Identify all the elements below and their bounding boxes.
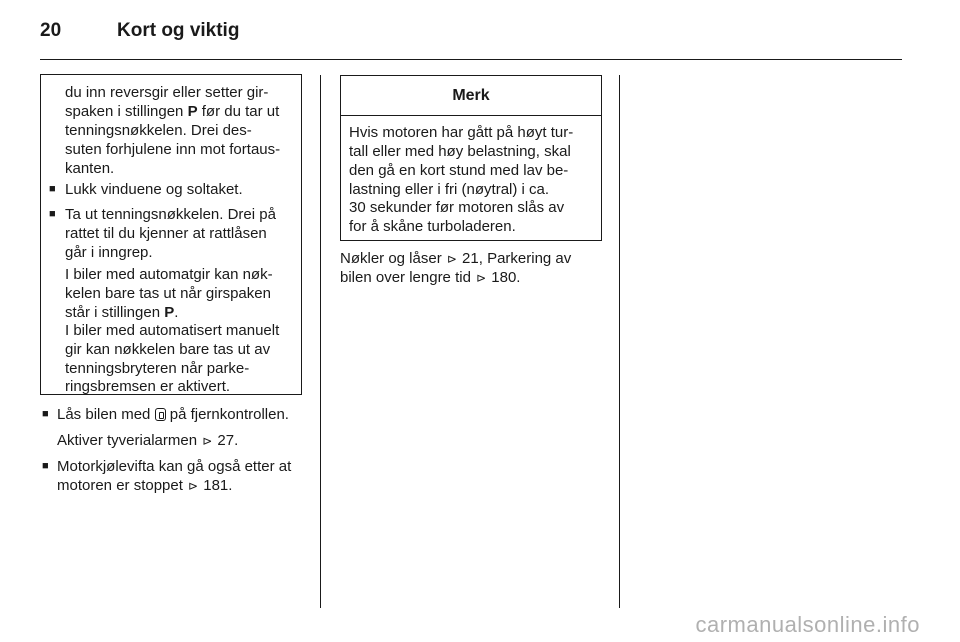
- box-text-line: tenningsnøkkelen. Drei des-: [65, 122, 252, 139]
- para-text: kelen bare tas ut når girspaken: [65, 285, 271, 302]
- page-ref-arrow-icon: ⊳: [446, 252, 457, 266]
- column-divider-1: [320, 75, 321, 608]
- para-text: I biler med automatisert manuelt: [65, 322, 280, 339]
- note-line: 30 sekunder før motoren slås av: [349, 199, 565, 216]
- para-text: tenningsbryteren når parke-: [65, 360, 250, 377]
- page-ref-arrow-icon: ⊳: [188, 479, 199, 493]
- para-text: I biler med automatgir kan nøk-: [65, 266, 273, 283]
- bullet-text: Ta ut tenningsnøkkelen. Drei på: [65, 206, 276, 223]
- page-ref-link[interactable]: 180.: [491, 269, 521, 286]
- page-title: Kort og viktig: [117, 20, 240, 41]
- note-line: Hvis motoren har gått på høyt tur-: [349, 124, 574, 141]
- fan-note-line: Motorkjølevifta kan gå også etter at: [57, 458, 292, 475]
- header-rule: [40, 59, 902, 60]
- box-text-line: suten forhjulene inn mot fortaus-: [65, 141, 281, 158]
- note-line: lastning eller i fri (nøytral) i ca.: [349, 181, 550, 198]
- column-divider-2: [619, 75, 620, 608]
- box-text-line: kanten.: [65, 160, 115, 177]
- page-ref-link[interactable]: 181.: [203, 477, 233, 494]
- fan-note-line: motoren er stoppet ⊳ 181.: [57, 477, 233, 494]
- bullet-marker: ■: [49, 183, 56, 195]
- page-ref-arrow-icon: ⊳: [476, 271, 487, 285]
- alarm-instruction: Aktiver tyverialarmen ⊳ 27.: [57, 432, 239, 449]
- para-text: ringsbremsen er aktivert.: [65, 378, 231, 395]
- bullet-marker: ■: [42, 460, 49, 472]
- box-text-line: du inn reversgir eller setter gir-: [65, 84, 269, 101]
- note-line: den gå en kort stund med lav be-: [349, 162, 569, 179]
- watermark: carmanualsonline.info: [695, 612, 920, 637]
- cross-reference-line: bilen over lengre tid ⊳ 180.: [340, 269, 521, 286]
- bullet-text: Lukk vinduene og soltaket.: [65, 181, 243, 198]
- bullet-text: rattet til du kjenner at rattlåsen: [65, 225, 267, 242]
- page-ref-link[interactable]: 21, Parkering av: [462, 250, 572, 267]
- para-text: gir kan nøkkelen bare tas ut av: [65, 341, 271, 358]
- para-text: står i stillingen P.: [65, 304, 179, 321]
- note-line: for å skåne turboladeren.: [349, 218, 516, 235]
- continued-warning-box: [40, 74, 302, 395]
- note-title: Merk: [341, 76, 601, 116]
- page-number: 20: [40, 20, 62, 41]
- page-header: [40, 20, 240, 42]
- note-line: tall eller med høy belastning, skal: [349, 143, 571, 160]
- note-box: [340, 75, 602, 241]
- lock-instruction: Lås bilen med på fjernkontrollen.: [57, 406, 289, 423]
- page-ref-arrow-icon: ⊳: [202, 434, 213, 448]
- bullet-marker: ■: [42, 408, 49, 420]
- bullet-marker: ■: [49, 208, 56, 220]
- page-ref-link[interactable]: 27.: [217, 432, 239, 449]
- bullet-text: går i inngrep.: [65, 244, 153, 261]
- cross-reference-line: Nøkler og låser ⊳ 21, Parkering av: [340, 250, 572, 267]
- box-text-line: spaken i stillingen P før du tar ut: [65, 103, 280, 120]
- lock-icon: [155, 408, 166, 421]
